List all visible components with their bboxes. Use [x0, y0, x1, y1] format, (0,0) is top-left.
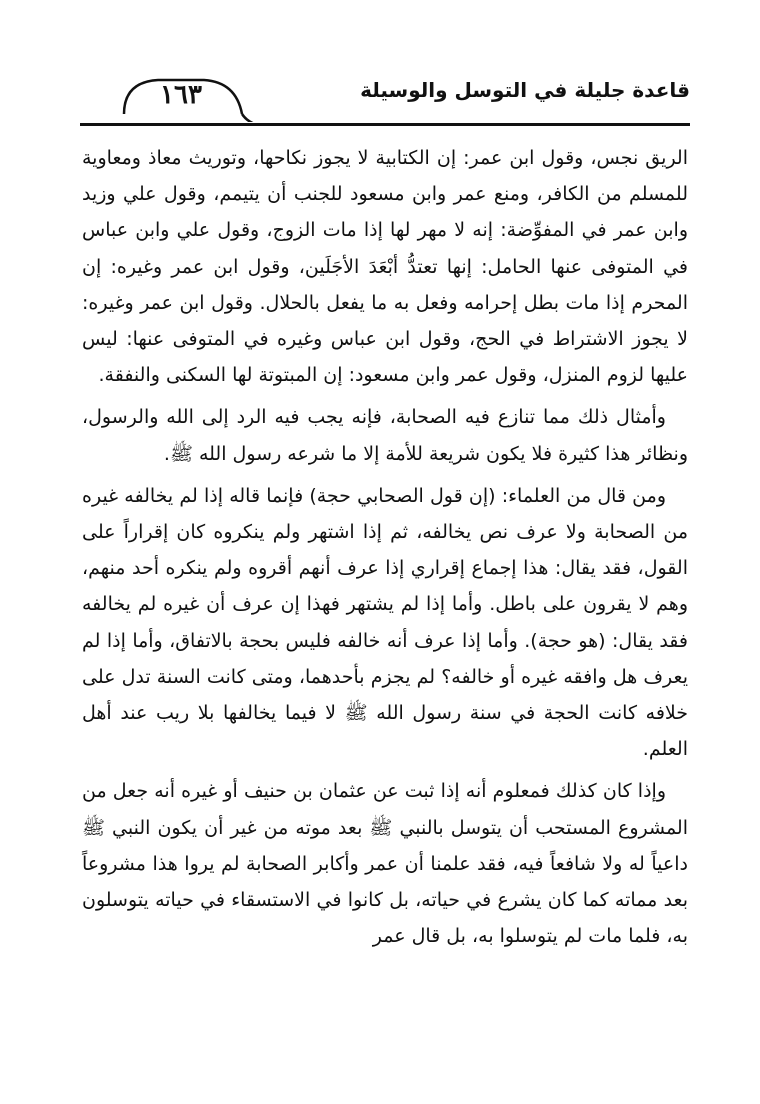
running-title: قاعدة جليلة في التوسل والوسيلة — [360, 78, 690, 102]
page-number: ١٦٣ — [160, 80, 202, 110]
paragraph-2: وأمثال ذلك مما تنازع فيه الصحابة، فإنه يجب فيه الرد إلى الله والرسول، ونظائر هذا كثيرة فلا يكون شريعة للأمة إلا ما شرعه رسول الله ﷺ. — [82, 406, 688, 465]
paragraph-1: الريق نجس، وقول ابن عمر: إن الكتابية لا يجوز نكاحها، وتوريث معاذ ومعاوية للمسلم من الكافر، ومنع عمر وابن مسعود للجنب أن يتيمم، وقول علي وزيد وابن عمر في المفوِّضة: إنه لا مهر لها إذا مات الزوج، وقول علي وابن عباس في المتوفى عنها الحامل: إنها تعتدُّ أبْعَدَ الأجَلَين، وقول ابن عمر وغيره: إن المحرم إذا مات بطل إحرامه وفعل به ما يفعل بالحلال. وقول ابن عمر وغيره: لا يجوز الاشتراط في الحج، وقول ابن عباس وغيره في المتوفى عنها: ليس عليها لزوم المنزل، وقول عمر وابن مسعود: إن المبتوتة لها السكنى والنفقة. — [82, 147, 688, 387]
header-rule — [80, 123, 690, 126]
page-number-badge — [120, 74, 270, 122]
main-text — [82, 140, 688, 954]
paragraph-4: وإذا كان كذلك فمعلوم أنه إذا ثبت عن عثمان بن حنيف أو غيره أنه جعل من المشروع المستحب أن يتوسل بالنبي ﷺ بعد موته من غير أن يكون النبي ﷺ داعياً له ولا شافعاً فيه، فقد علمنا أن عمر وأكابر الصحابة لم يروا هذا مشروعاً بعد مماته كما كان يشرع في حياته، بل كانوا في الاستسقاء في حياته يتوسلون به، فلما مات لم يتوسلوا به، بل قال عمر — [82, 780, 688, 948]
page-header — [80, 70, 690, 130]
paragraph-3: ومن قال من العلماء: (إن قول الصحابي حجة) فإنما قاله إذا لم يخالفه غيره من الصحابة ولا عرف نص يخالفه، ثم إذا اشتهر ولم ينكروه كان إقراراً على القول، فقد يقال: هذا إجماع إقراري إذا عرف أنهم أقروه ولم ينكره أحد منهم، وهم لا يقرون على باطل. وأما إذا لم يشتهر فهذا إن عرف أن غيره لم يخالفه فقد يقال: (هو حجة). وأما إذا عرف أنه خالفه فليس بحجة بالاتفاق، وأما إذا لم يعرف هل وافقه غيره أو خالفه؟ لم يجزم بأحدهما، ومتى كانت السنة تدل على خلافه كانت الحجة في سنة رسول الله ﷺ لا فيما يخالفها بلا ريب عند أهل العلم. — [82, 484, 688, 761]
